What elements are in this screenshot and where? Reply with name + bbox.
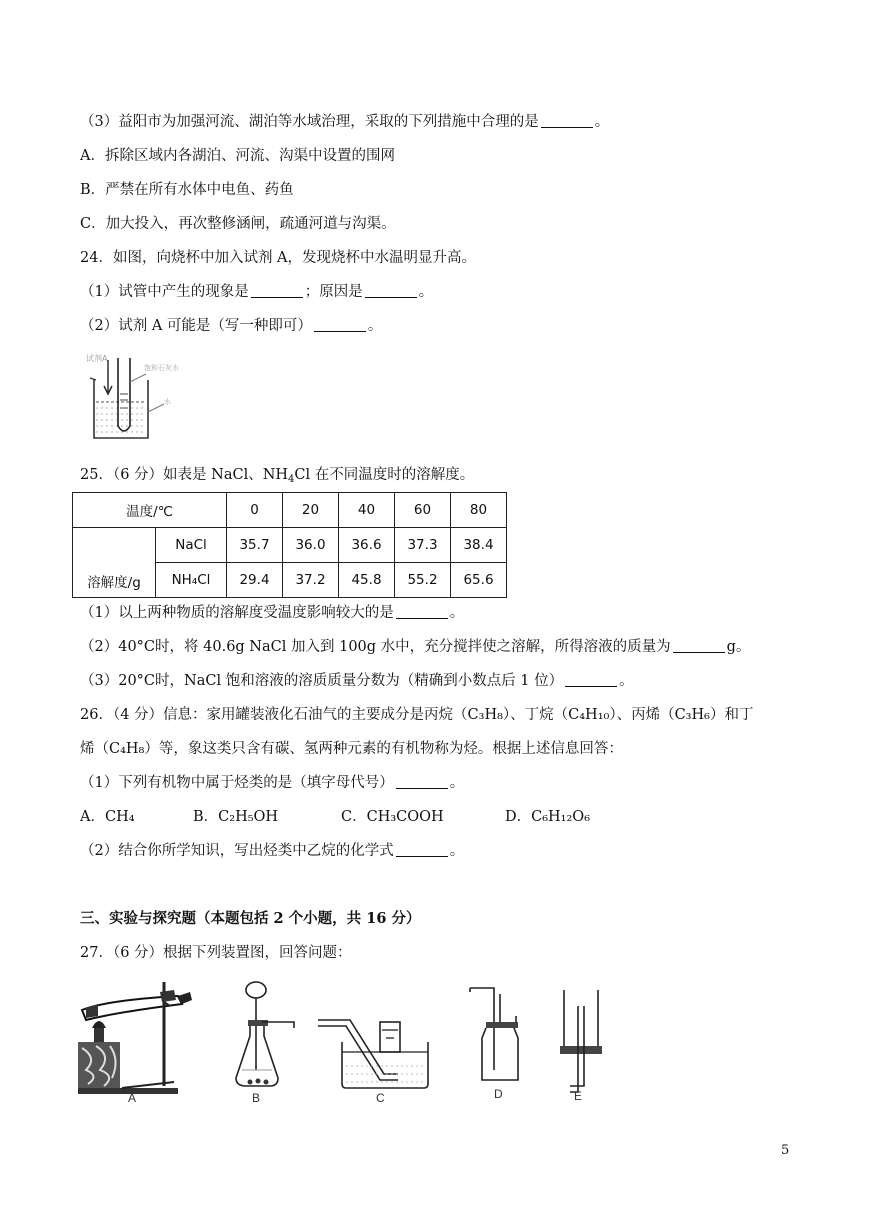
answer-blank[interactable] [396, 604, 448, 619]
figure-label: C [376, 1091, 385, 1104]
question-24-2: （2）试剂 A 可能是（写一种即可） 。 [80, 318, 383, 334]
question-24-1: （1）试管中产生的现象是 ；原因是 。 [80, 284, 434, 300]
figure-label: D [494, 1087, 503, 1101]
apparatus-a-figure [78, 978, 208, 1104]
table-cell: 38.4 [451, 528, 507, 563]
question-26: 26．（4 分）信息：家用罐装液化石油气的主要成分是丙烷（C₃H₈）、丁烷（C₄H₁₀）、丙烯（C₃H₆）和丁 [80, 707, 754, 723]
question-25-3: （3）20°C时，NaCl 饱和溶液的溶质质量分数为（精确到小数点后 1 位） 。 [80, 673, 634, 689]
answer-blank[interactable] [396, 842, 448, 857]
temp-cell: 80 [451, 493, 507, 528]
question-26-cont: 烯（C₄H₈）等，象这类只含有碳、氢两种元素的有机物称为烃。根据上述信息回答： [80, 741, 623, 757]
question-25-1: （1）以上两种物质的溶解度受温度影响较大的是 。 [80, 605, 465, 621]
table-cell: 45.8 [339, 563, 395, 598]
apparatus-e-figure [552, 984, 612, 1100]
question-27: 27．（6 分）根据下列装置图，回答问题： [80, 945, 352, 961]
question-24: 24．如图，向烧杯中加入试剂 A，发现烧杯中水温明显升高。 [80, 250, 477, 266]
question-25-2: （2）40°C时，将 40.6g NaCl 加入到 100g 水中，充分搅拌使之溶解，所得溶液的质量为 g。 [80, 639, 751, 655]
answer-blank[interactable] [396, 774, 448, 789]
option-b: B．C₂H₅OH [193, 809, 279, 825]
apparatus-c-figure [314, 1010, 436, 1104]
table-cell: 29.4 [227, 563, 283, 598]
question-23-3: （3）益阳市为加强河流、湖泊等水域治理，采取的下列措施中合理的是 。 [80, 114, 610, 130]
table-row [73, 493, 507, 528]
apparatus-b-figure [228, 978, 298, 1104]
answer-blank[interactable] [565, 672, 617, 687]
temp-cell: 0 [227, 493, 283, 528]
option-a: A．CH₄ [80, 809, 135, 825]
option-b: B．严禁在所有水体中电鱼、药鱼 [80, 182, 294, 198]
answer-blank[interactable] [541, 113, 593, 128]
answer-blank[interactable] [365, 283, 417, 298]
figure-label: B [252, 1091, 261, 1104]
table-cell: 36.0 [283, 528, 339, 563]
option-a: A．拆除区域内各湖泊、河流、沟渠中设置的围网 [80, 148, 395, 164]
answer-blank[interactable] [673, 638, 725, 653]
option-c: C．加大投入，再次整修涵闸，疏通河道与沟渠。 [80, 216, 396, 232]
question-26-1: （1）下列有机物中属于烃类的是（填字母代号） 。 [80, 775, 465, 791]
answer-blank[interactable] [314, 317, 366, 332]
temperature-header: 温度/℃ [73, 493, 227, 528]
table-cell: 65.6 [451, 563, 507, 598]
question-26-2: （2）结合你所学知识，写出烃类中乙烷的化学式 。 [80, 843, 465, 859]
svg-text:水: 水 [164, 398, 171, 406]
svg-text:试剂A: 试剂A [86, 354, 108, 363]
question-26-options [80, 807, 590, 827]
table-row [73, 528, 507, 563]
page-number: 5 [781, 1143, 790, 1158]
table-cell: 37.2 [283, 563, 339, 598]
question-25: 25．（6 分）如表是 NaCl、$NH_4Cl$ 在不同温度时的溶解度。 [80, 467, 475, 485]
option-c: C．CH₃COOH [341, 809, 444, 825]
solubility-table [72, 492, 507, 598]
answer-blank[interactable] [251, 283, 303, 298]
svg-text:饱和石灰水: 饱和石灰水 [144, 364, 179, 372]
substance-name: NH₄Cl [156, 563, 227, 598]
figure-label: A [128, 1091, 137, 1104]
section-heading: 三、实验与探究题（本题包括 2 个小题，共 16 分） [80, 910, 421, 927]
temp-cell: 40 [339, 493, 395, 528]
table-cell: 36.6 [339, 528, 395, 563]
table-cell: 55.2 [395, 563, 451, 598]
substance-name: NaCl [156, 528, 227, 563]
beaker-test-tube-figure [84, 352, 214, 444]
table-cell: 35.7 [227, 528, 283, 563]
table-cell: 37.3 [395, 528, 451, 563]
solubility-label: 溶解度/g [73, 528, 156, 598]
temp-cell: 20 [283, 493, 339, 528]
apparatus-d-figure [464, 986, 524, 1102]
option-d: D．C₆H₁₂O₆ [505, 809, 591, 825]
figure-label: E [574, 1089, 583, 1100]
temp-cell: 60 [395, 493, 451, 528]
